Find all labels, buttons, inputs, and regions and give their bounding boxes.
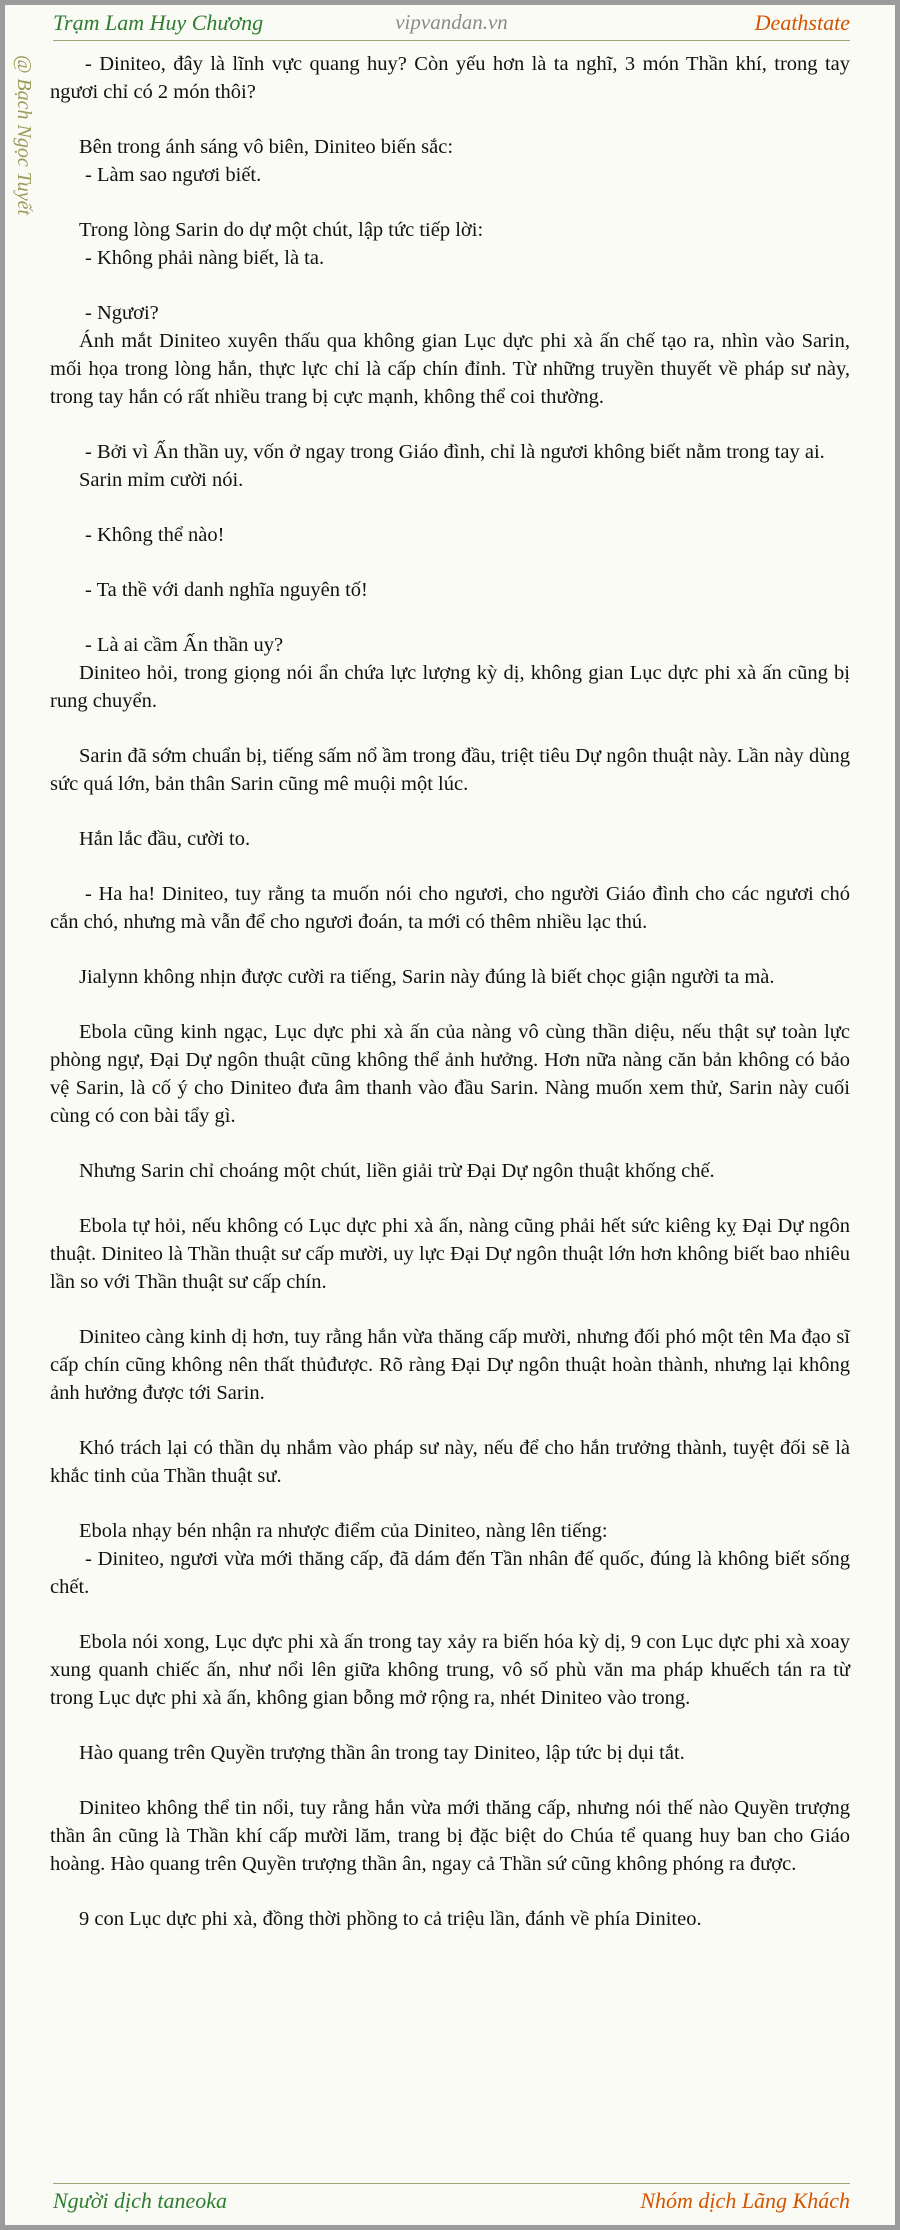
header-author: Deathstate (754, 10, 850, 35)
narrative-paragraph: Nhưng Sarin chỉ choáng một chút, liền giải trừ Đại Dự ngôn thuật khống chế. (79, 1160, 715, 1182)
narrative-paragraph: Ebola nói xong, Lục dực phi xà ấn trong tay xảy ra biến hóa kỳ dị, 9 con Lục dực phi xà xoay xung quanh chiếc ấn, như nổi lên giữa không trung, vô số phù văn ma pháp khuếch tán ra từ trong Lục dực phi xà ấn, không gian bỗng mở rộng ra, nhét Diniteo vào trong. (50, 1631, 850, 1709)
narrative-paragraph: 9 con Lục dực phi xà, đồng thời phồng to cả triệu lần, đánh về phía Diniteo. (79, 1908, 702, 1930)
dialogue-paragraph: - Không phải nàng biết, là ta. (85, 247, 325, 269)
page-footer (53, 2188, 850, 2216)
header-site-name: Trạm Lam Huy Chương (53, 10, 264, 35)
dialogue-paragraph: - Là ai cầm Ấn thần uy? (85, 634, 284, 656)
narrative-paragraph: Diniteo hỏi, trong giọng nói ẩn chứa lực lượng kỳ dị, không gian Lục dực phi xà ấn cũng bị rung chuyển. (50, 662, 850, 712)
narrative-paragraph: Trong lòng Sarin do dự một chút, lập tức tiếp lời: (79, 219, 484, 241)
narrative-paragraph: Sarin mỉm cười nói. (79, 469, 244, 491)
dialogue-paragraph: - Bởi vì Ấn thần uy, vốn ở ngay trong Giáo đình, chỉ là ngươi không biết nằm trong tay ai. (85, 441, 825, 463)
narrative-paragraph: Ebola nhạy bén nhận ra nhược điểm của Diniteo, nàng lên tiếng: (79, 1520, 608, 1542)
narrative-paragraph: Khó trách lại có thần dụ nhắm vào pháp sư này, nếu để cho hắn trưởng thành, tuyệt đối sẽ là khắc tinh của Thần thuật sư. (50, 1437, 850, 1487)
narrative-paragraph: Bên trong ánh sáng vô biên, Diniteo biến sắc: (79, 136, 454, 158)
narrative-paragraph: Sarin đã sớm chuẩn bị, tiếng sấm nổ ầm trong đầu, triệt tiêu Dự ngôn thuật này. Lần này dùng sức quá lớn, bản thân Sarin cũng mê muội một lúc. (50, 745, 850, 795)
narrative-paragraph: Hào quang trên Quyền trượng thần ân trong tay Diniteo, lập tức bị dụi tắt. (79, 1742, 685, 1764)
dialogue-paragraph: - Làm sao ngươi biết. (85, 164, 262, 186)
dialogue-paragraph: - Diniteo, đây là lĩnh vực quang huy? Còn yếu hơn là ta nghĩ, 3 món Thần khí, trong tay ngươi chỉ có 2 món thôi? (50, 53, 850, 103)
narrative-paragraph: Ebola tự hỏi, nếu không có Lục dực phi xà ấn, nàng cũng phải hết sức kiêng kỵ Đại Dự ngôn thuật. Diniteo là Thần thuật sư cấp mười, uy lực Đại Dự ngôn thuật lớn hơn không biết bao nhiêu lần so với Thần thuật sư cấp chín. (50, 1215, 850, 1293)
chapter-body (50, 50, 850, 1933)
narrative-paragraph: Jialynn không nhịn được cười ra tiếng, Sarin này đúng là biết chọc giận người ta mà. (79, 966, 775, 988)
dialogue-paragraph: - Không thể nào! (85, 524, 225, 546)
dialogue-paragraph: - Ha ha! Diniteo, tuy rằng ta muốn nói cho ngươi, cho người Giáo đình cho các ngươi chó cắn chó, nhưng mà vẫn để cho ngươi đoán, ta mới có thêm nhiều lạc thú. (50, 883, 850, 933)
header-divider (53, 40, 850, 41)
narrative-paragraph: Diniteo càng kinh dị hơn, tuy rằng hắn vừa thăng cấp mười, nhưng đối phó một tên Ma đạo sĩ cấp chín cũng không nên thất thủđược. Rõ ràng Đại Dự ngôn thuật hoàn thành, nhưng lại không ảnh hưởng được tới Sarin. (50, 1326, 850, 1404)
side-watermark-label: @ Bạch Ngọc Tuyết (13, 55, 35, 216)
footer-divider (53, 2183, 850, 2184)
dialogue-paragraph: - Ta thề với danh nghĩa nguyên tố! (85, 579, 368, 601)
narrative-paragraph: Diniteo không thể tin nổi, tuy rằng hắn vừa mới thăng cấp, nhưng nói thế nào Quyền trượng thần ân cũng là Thần khí cấp mười lăm, trang bị đặc biệt do Chúa tể quang huy ban cho Giáo hoàng. Hào quang trên Quyền trượng thần ân, ngay cả Thần sứ cũng không phóng ra được. (50, 1797, 850, 1875)
footer-group: Nhóm dịch Lãng Khách (640, 2188, 850, 2213)
narrative-paragraph: Hắn lắc đầu, cười to. (79, 828, 251, 850)
narrative-paragraph: Ánh mắt Diniteo xuyên thấu qua không gian Lục dực phi xà ấn chế tạo ra, nhìn vào Sarin, mối họa trong lòng hắn, thực lực chỉ là cấp chín đỉnh. Từ những truyền thuyết về pháp sư này, trong tay hắn có rất nhiều trang bị cực mạnh, không thể coi thường. (50, 330, 850, 408)
header-domain: vipvandan.vn (395, 10, 508, 34)
page-header (53, 10, 850, 36)
footer-translator: Người dịch taneoka (53, 2188, 228, 2213)
narrative-paragraph: Ebola cũng kinh ngạc, Lục dực phi xà ấn của nàng vô cùng thần diệu, nếu thật sự toàn lực phòng ngự, Đại Dự ngôn thuật cũng không thể ảnh hưởng. Hơn nữa nàng căn bản không có bảo vệ Sarin, là cố ý cho Diniteo đưa âm thanh vào đầu Sarin. Nàng muốn xem thử, Sarin này cuối cùng có con bài tẩy gì. (50, 1021, 850, 1127)
dialogue-paragraph: - Ngươi? (85, 302, 159, 324)
dialogue-paragraph: - Diniteo, ngươi vừa mới thăng cấp, đã dám đến Tần nhân đế quốc, đúng là không biết sống chết. (50, 1548, 850, 1598)
